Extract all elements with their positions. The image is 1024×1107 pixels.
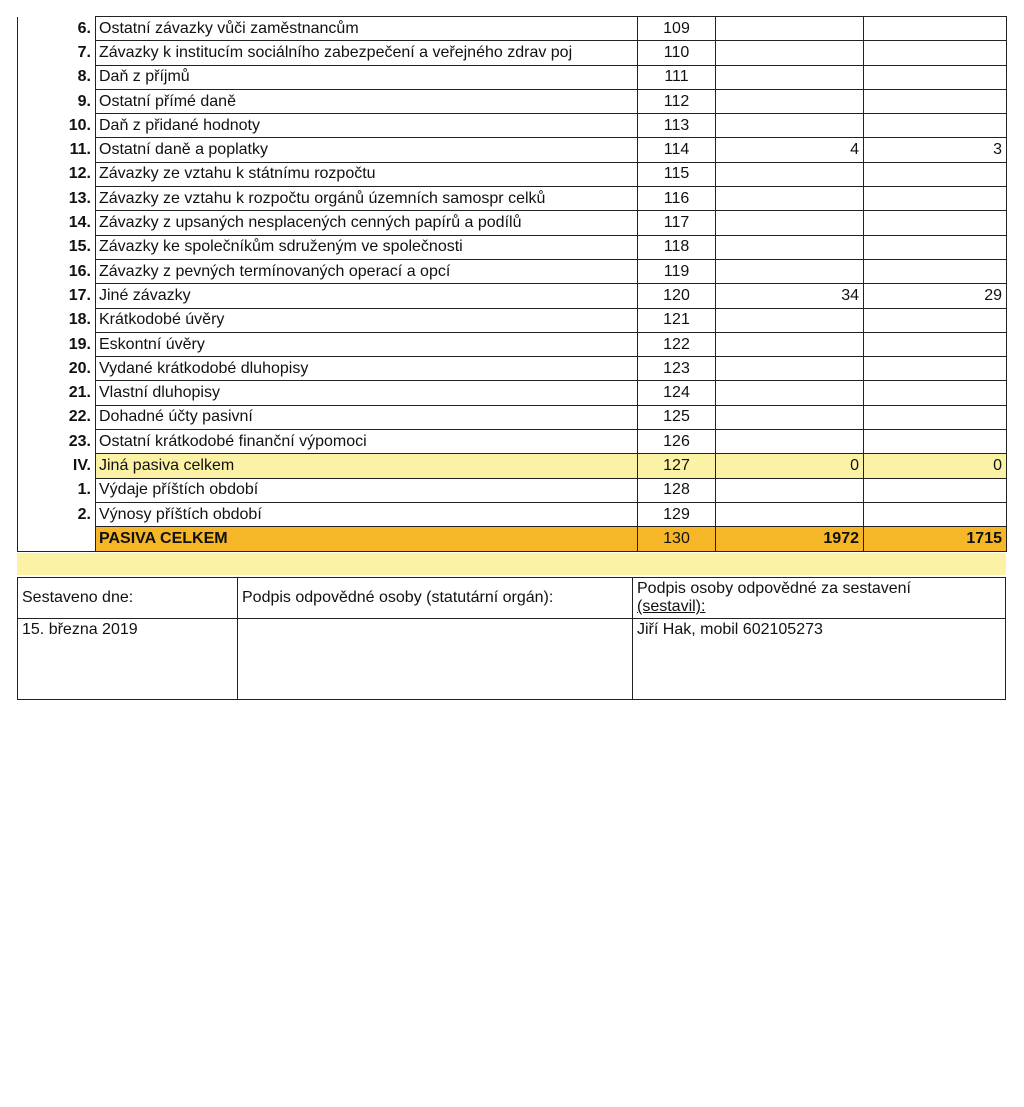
row-label: Závazky z pevných termínovaných operací a opcí <box>96 259 638 283</box>
row-value-previous <box>864 162 1007 186</box>
row-value-previous <box>864 17 1007 41</box>
row-number: 23. <box>18 430 96 454</box>
table-row <box>18 211 1007 235</box>
row-code: 110 <box>638 41 716 65</box>
row-value-previous <box>864 65 1007 89</box>
table-row <box>18 41 1007 65</box>
row-number: 10. <box>18 114 96 138</box>
row-code: 119 <box>638 259 716 283</box>
row-value-previous <box>864 187 1007 211</box>
statutory-signature-field <box>238 619 633 700</box>
row-value-previous <box>864 114 1007 138</box>
row-value-current <box>716 65 864 89</box>
row-label: PASIVA CELKEM <box>96 527 638 551</box>
balance-sheet-table <box>17 16 1007 552</box>
row-number: 21. <box>18 381 96 405</box>
row-number: 7. <box>18 41 96 65</box>
row-code: 109 <box>638 17 716 41</box>
row-label: Eskontní úvěry <box>96 332 638 356</box>
row-label: Vydané krátkodobé dluhopisy <box>96 357 638 381</box>
row-value-previous <box>864 41 1007 65</box>
row-code: 121 <box>638 308 716 332</box>
row-label: Závazky ze vztahu k státnímu rozpočtu <box>96 162 638 186</box>
row-value-current: 34 <box>716 284 864 308</box>
table-row <box>18 114 1007 138</box>
row-value-previous <box>864 211 1007 235</box>
table-row <box>18 65 1007 89</box>
row-value-previous: 29 <box>864 284 1007 308</box>
table-row <box>18 138 1007 162</box>
preparer-header-line1: Podpis osoby odpovědné za sestavení <box>637 580 911 597</box>
row-label: Závazky z upsaných nesplacených cenných papírů a podílů <box>96 211 638 235</box>
row-value-previous <box>864 502 1007 526</box>
row-value-previous <box>864 478 1007 502</box>
row-value-current <box>716 162 864 186</box>
row-label: Jiná pasiva celkem <box>96 454 638 478</box>
row-number: 16. <box>18 259 96 283</box>
row-value-current <box>716 17 864 41</box>
row-number: 22. <box>18 405 96 429</box>
table-row <box>18 284 1007 308</box>
row-value-current <box>716 89 864 113</box>
row-number: 1. <box>18 478 96 502</box>
row-code: 120 <box>638 284 716 308</box>
signature-table <box>17 577 1006 700</box>
row-code: 118 <box>638 235 716 259</box>
table-row <box>18 478 1007 502</box>
row-label: Výnosy příštích období <box>96 502 638 526</box>
row-label: Jiné závazky <box>96 284 638 308</box>
row-number: 14. <box>18 211 96 235</box>
row-code: 130 <box>638 527 716 551</box>
table-row <box>18 357 1007 381</box>
row-code: 123 <box>638 357 716 381</box>
table-row <box>18 235 1007 259</box>
table-row <box>18 89 1007 113</box>
row-number: IV. <box>18 454 96 478</box>
row-value-current <box>716 478 864 502</box>
row-number: 2. <box>18 502 96 526</box>
row-code: 117 <box>638 211 716 235</box>
row-number: 8. <box>18 65 96 89</box>
row-value-previous: 1715 <box>864 527 1007 551</box>
statutory-signature-header: Podpis odpovědné osoby (statutární orgán): <box>238 578 633 619</box>
row-number: 20. <box>18 357 96 381</box>
row-code: 128 <box>638 478 716 502</box>
preparer-header-line2: (sestavil): <box>637 598 706 615</box>
row-code: 124 <box>638 381 716 405</box>
row-value-current <box>716 308 864 332</box>
table-row <box>18 308 1007 332</box>
table-row <box>18 454 1007 478</box>
compiled-date-value: 15. března 2019 <box>18 619 238 700</box>
row-number: 18. <box>18 308 96 332</box>
row-code: 112 <box>638 89 716 113</box>
row-value-current <box>716 41 864 65</box>
row-value-current <box>716 405 864 429</box>
row-code: 113 <box>638 114 716 138</box>
row-code: 115 <box>638 162 716 186</box>
row-value-current <box>716 114 864 138</box>
row-label: Vlastní dluhopisy <box>96 381 638 405</box>
row-label: Ostatní přímé daně <box>96 89 638 113</box>
row-value-current <box>716 357 864 381</box>
compiled-date-header: Sestaveno dne: <box>18 578 238 619</box>
row-value-previous: 0 <box>864 454 1007 478</box>
row-label: Ostatní závazky vůči zaměstnancům <box>96 17 638 41</box>
row-value-current <box>716 187 864 211</box>
row-code: 116 <box>638 187 716 211</box>
row-value-previous <box>864 89 1007 113</box>
row-value-current <box>716 235 864 259</box>
row-code: 125 <box>638 405 716 429</box>
row-value-current <box>716 211 864 235</box>
row-number: 15. <box>18 235 96 259</box>
row-value-current <box>716 502 864 526</box>
table-row <box>18 502 1007 526</box>
table-row <box>18 17 1007 41</box>
row-label: Dohadné účty pasivní <box>96 405 638 429</box>
row-value-current: 4 <box>716 138 864 162</box>
table-row <box>18 381 1007 405</box>
table-row <box>18 187 1007 211</box>
row-number: 9. <box>18 89 96 113</box>
row-code: 126 <box>638 430 716 454</box>
table-row <box>18 259 1007 283</box>
row-code: 114 <box>638 138 716 162</box>
row-value-previous <box>864 381 1007 405</box>
row-value-previous <box>864 430 1007 454</box>
row-number: 19. <box>18 332 96 356</box>
table-row <box>18 162 1007 186</box>
row-label: Krátkodobé úvěry <box>96 308 638 332</box>
table-row <box>18 527 1007 551</box>
row-number: 17. <box>18 284 96 308</box>
row-label: Ostatní daně a poplatky <box>96 138 638 162</box>
row-value-current <box>716 259 864 283</box>
row-code: 122 <box>638 332 716 356</box>
row-value-previous <box>864 332 1007 356</box>
row-code: 129 <box>638 502 716 526</box>
highlight-band <box>17 553 1006 575</box>
row-label: Daň z přidané hodnoty <box>96 114 638 138</box>
row-label: Závazky ze vztahu k rozpočtu orgánů územních samospr celků <box>96 187 638 211</box>
row-code: 127 <box>638 454 716 478</box>
row-value-previous: 3 <box>864 138 1007 162</box>
row-number: 6. <box>18 17 96 41</box>
row-value-previous <box>864 357 1007 381</box>
row-number <box>18 527 96 551</box>
row-value-previous <box>864 259 1007 283</box>
row-label: Výdaje příštích období <box>96 478 638 502</box>
preparer-name-value: Jiří Hak, mobil 602105273 <box>633 619 1006 700</box>
row-label: Daň z příjmů <box>96 65 638 89</box>
row-number: 11. <box>18 138 96 162</box>
row-label: Závazky ke společníkům sdruženým ve společnosti <box>96 235 638 259</box>
row-number: 13. <box>18 187 96 211</box>
row-value-previous <box>864 405 1007 429</box>
row-value-current <box>716 381 864 405</box>
row-value-current: 1972 <box>716 527 864 551</box>
row-code: 111 <box>638 65 716 89</box>
row-number: 12. <box>18 162 96 186</box>
preparer-signature-header <box>633 578 1006 619</box>
row-value-previous <box>864 235 1007 259</box>
table-row <box>18 430 1007 454</box>
row-value-current <box>716 332 864 356</box>
row-label: Ostatní krátkodobé finanční výpomoci <box>96 430 638 454</box>
row-label: Závazky k institucím sociálního zabezpečení a veřejného zdrav poj <box>96 41 638 65</box>
table-row <box>18 405 1007 429</box>
table-row <box>18 332 1007 356</box>
row-value-current <box>716 430 864 454</box>
row-value-previous <box>864 308 1007 332</box>
row-value-current: 0 <box>716 454 864 478</box>
